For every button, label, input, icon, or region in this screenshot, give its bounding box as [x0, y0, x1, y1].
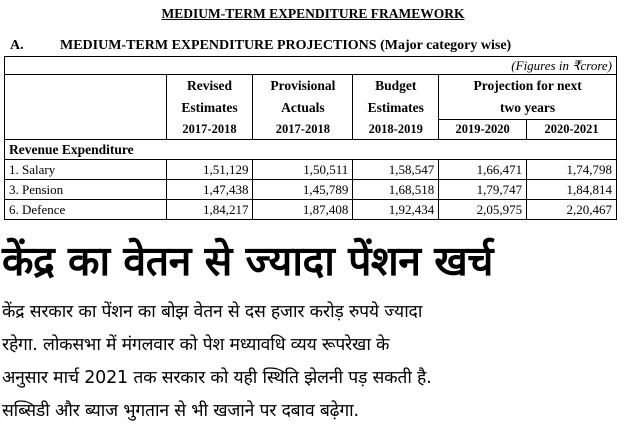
header-estimates: Estimates — [353, 97, 439, 120]
value-cell: 2,05,975 — [439, 200, 527, 220]
value-cell: 1,84,217 — [166, 200, 253, 220]
year-blank — [5, 120, 167, 140]
value-cell: 1,58,547 — [353, 160, 439, 180]
value-cell: 1,92,434 — [353, 200, 439, 220]
header-revised: Revised — [166, 75, 253, 98]
body-line: अनुसार मार्च 2021 तक सरकार को यही स्थिति झेलनी पड़ सकती है. — [2, 368, 432, 388]
header-estimates: Estimates — [166, 97, 253, 120]
header-two-years: two years — [439, 97, 617, 120]
header-row-2 — [5, 97, 617, 120]
header-provisional: Provisional — [253, 75, 353, 98]
table-row — [5, 160, 617, 180]
section-title: MEDIUM-TERM EXPENDITURE PROJECTIONS (Major category wise) — [60, 38, 512, 53]
year-cell: 2018-2019 — [353, 120, 439, 140]
body-line: केंद्र सरकार का पेंशन का बोझ वेतन से दस हजार करोड़ रुपये ज्यादा — [2, 302, 423, 322]
category-label: Revenue Expenditure — [5, 140, 617, 160]
value-cell: 1,68,518 — [353, 180, 439, 200]
header-row-1 — [5, 75, 617, 98]
figures-note-row — [5, 57, 617, 75]
table-row — [5, 200, 617, 220]
value-cell: 1,45,789 — [253, 180, 353, 200]
value-cell: 1,66,471 — [439, 160, 527, 180]
body-line: रहेगा. लोकसभा में मंगलवार को पेश मध्यावधि व्यय रूपरेखा के — [2, 335, 390, 355]
year-row — [5, 120, 617, 140]
section-heading — [10, 38, 616, 54]
header-budget: Budget — [353, 75, 439, 98]
header-blank — [5, 75, 167, 98]
year-cell: 2020-2021 — [527, 120, 617, 140]
header-actuals: Actuals — [253, 97, 353, 120]
row-label: 3. Pension — [5, 180, 167, 200]
headline: केंद्र का वेतन से ज्यादा पेंशन खर्च — [2, 237, 493, 285]
value-cell: 1,74,798 — [527, 160, 617, 180]
header-blank — [5, 97, 167, 120]
category-row — [5, 140, 617, 160]
document-title: MEDIUM-TERM EXPENDITURE FRAMEWORK — [161, 6, 465, 21]
article-body — [2, 296, 622, 428]
year-cell: 2017-2018 — [253, 120, 353, 140]
table-row — [5, 180, 617, 200]
figures-note: (Figures in ₹crore) — [5, 57, 617, 75]
year-cell: 2017-2018 — [166, 120, 253, 140]
value-cell: 1,47,438 — [166, 180, 253, 200]
value-cell: 1,79,747 — [439, 180, 527, 200]
projections-table — [4, 56, 617, 220]
value-cell: 1,84,814 — [527, 180, 617, 200]
header-projection: Projection for next — [439, 75, 617, 98]
value-cell: 2,20,467 — [527, 200, 617, 220]
row-label: 1. Salary — [5, 160, 167, 180]
row-label: 6. Defence — [5, 200, 167, 220]
year-cell: 2019-2020 — [439, 120, 527, 140]
value-cell: 1,50,511 — [253, 160, 353, 180]
body-line: सब्सिडी और ब्याज भुगतान से भी खजाने पर दबाव बढ़ेगा. — [2, 401, 359, 421]
value-cell: 1,51,129 — [166, 160, 253, 180]
section-letter: A. — [10, 38, 24, 53]
value-cell: 1,87,408 — [253, 200, 353, 220]
